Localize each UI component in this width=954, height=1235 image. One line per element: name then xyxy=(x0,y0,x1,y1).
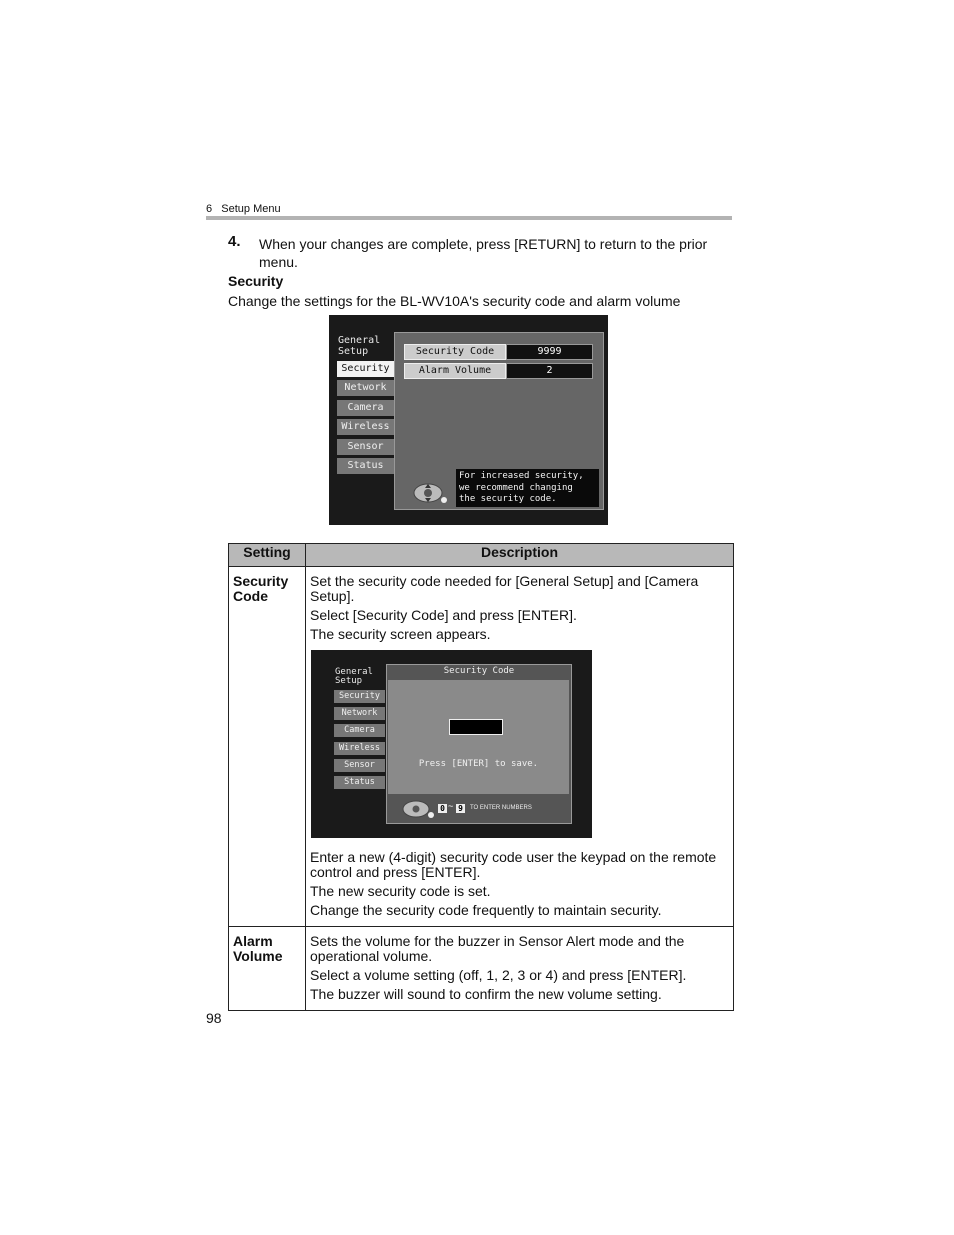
sidebar-title: General Setup xyxy=(335,667,373,687)
section-description: Change the settings for the BL-WV10A's security code and alarm volume xyxy=(228,293,681,309)
sidebar-item-wireless[interactable]: Wireless xyxy=(334,742,385,755)
paragraph: Change the security code frequently to maintain security. xyxy=(310,902,662,918)
column-header-description: Description xyxy=(306,544,734,567)
paragraph: The new security code is set. xyxy=(310,883,491,899)
paragraph: Select [Security Code] and press [ENTER]. xyxy=(310,607,577,623)
key-to: 9 xyxy=(456,804,465,813)
paragraph: The security screen appears. xyxy=(310,626,491,642)
sidebar-title: General Setup xyxy=(338,335,381,357)
sidebar-item-camera[interactable]: Camera xyxy=(334,724,385,737)
table-row xyxy=(229,567,734,927)
alarm-volume-value[interactable]: 2 xyxy=(506,363,593,379)
remote-dpad-icon xyxy=(412,482,448,504)
security-settings-screenshot xyxy=(329,315,608,525)
sidebar-item-network[interactable]: Network xyxy=(334,707,385,720)
key-hint: TO ENTER NUMBERS xyxy=(470,805,532,811)
page-number: 98 xyxy=(206,1010,222,1026)
sidebar-item-sensor[interactable]: Sensor xyxy=(334,759,385,772)
description-security-code xyxy=(306,567,734,927)
save-prompt: Press [ENTER] to save. xyxy=(418,759,539,769)
alarm-volume-label[interactable]: Alarm Volume xyxy=(404,363,506,379)
paragraph: The buzzer will sound to confirm the new volume setting. xyxy=(310,986,662,1002)
paragraph: Select a volume setting (off, 1, 2, 3 or 4) and press [ENTER]. xyxy=(310,967,687,983)
step-text: When your changes are complete, press [RETURN] to return to the prior menu. xyxy=(259,236,708,270)
sidebar-item-status[interactable]: Status xyxy=(334,776,385,789)
header-rule xyxy=(206,216,732,220)
sidebar-item-security[interactable]: Security xyxy=(334,690,385,703)
sidebar-item-wireless[interactable]: Wireless xyxy=(337,419,394,435)
sidebar-item-status[interactable]: Status xyxy=(337,458,394,474)
remote-dpad-icon xyxy=(401,799,435,819)
security-code-label[interactable]: Security Code xyxy=(404,344,506,360)
panel-title: Security Code xyxy=(443,666,515,676)
sidebar-item-security[interactable]: Security xyxy=(337,361,394,377)
entry-area xyxy=(388,680,569,794)
description-alarm-volume xyxy=(306,927,734,1011)
security-tip: For increased security, we recommend changing the security code. xyxy=(456,469,599,507)
paragraph: Sets the volume for the buzzer in Sensor Alert mode and the operational volume. xyxy=(310,933,685,964)
code-input[interactable] xyxy=(449,719,503,735)
key-from: 0 xyxy=(438,804,447,813)
setting-alarm-volume: Alarm Volume xyxy=(229,927,306,1011)
table-row xyxy=(229,927,734,1011)
section-title: Security xyxy=(228,273,284,289)
column-header-setting: Setting xyxy=(229,544,306,567)
sidebar-item-network[interactable]: Network xyxy=(337,380,394,396)
key-separator: ~ xyxy=(448,802,454,812)
settings-table xyxy=(228,543,734,1011)
security-code-screenshot xyxy=(311,650,592,838)
table-header-row xyxy=(229,544,734,567)
sidebar-item-camera[interactable]: Camera xyxy=(337,400,394,416)
setting-security-code: Security Code xyxy=(229,567,306,927)
security-code-value[interactable]: 9999 xyxy=(506,344,593,360)
paragraph: Enter a new (4-digit) security code user the keypad on the remote control and press [ENTER]. xyxy=(310,849,717,880)
sidebar-item-sensor[interactable]: Sensor xyxy=(337,439,394,455)
chapter-header: 6 Setup Menu xyxy=(206,203,281,215)
paragraph: Set the security code needed for [General Setup] and [Camera Setup]. xyxy=(310,573,699,604)
step-number: 4. xyxy=(228,233,241,250)
